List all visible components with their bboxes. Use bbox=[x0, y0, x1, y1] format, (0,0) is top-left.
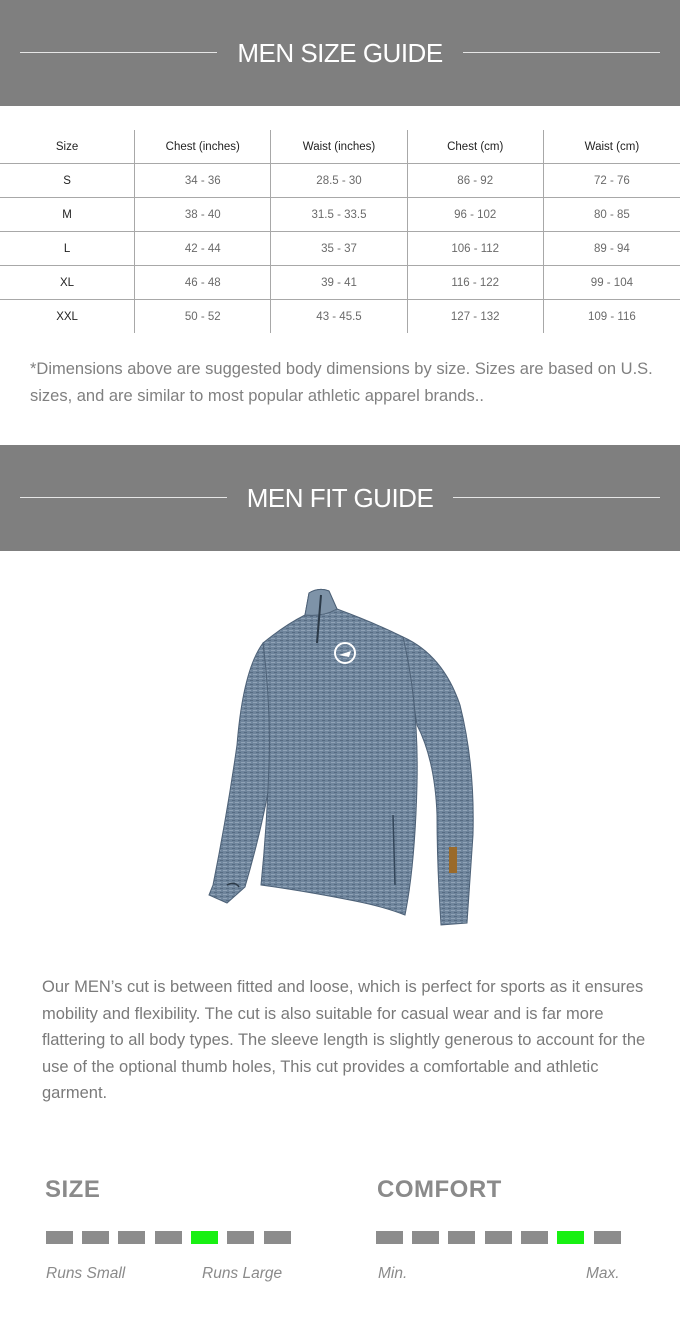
table-cell: S bbox=[0, 164, 135, 198]
table-cell: 28.5 - 30 bbox=[271, 164, 407, 198]
meter-segment bbox=[412, 1231, 439, 1244]
table-cell: 31.5 - 33.5 bbox=[271, 198, 407, 232]
comfort-min-label: Min. bbox=[378, 1265, 408, 1282]
meter-segment bbox=[227, 1231, 254, 1244]
size-max-label: Runs Large bbox=[202, 1265, 283, 1282]
meter-segment bbox=[594, 1231, 621, 1244]
table-cell: L bbox=[0, 232, 135, 266]
meter-segment bbox=[155, 1231, 182, 1244]
column-header: Chest (cm) bbox=[407, 130, 543, 164]
comfort-max-label: Max. bbox=[586, 1265, 620, 1282]
table-cell: 80 - 85 bbox=[543, 198, 680, 232]
table-cell: 35 - 37 bbox=[271, 232, 407, 266]
fit-guide-title: MEN FIT GUIDE bbox=[246, 483, 434, 513]
meter-segment bbox=[118, 1231, 145, 1244]
table-cell: 50 - 52 bbox=[135, 300, 271, 334]
size-table bbox=[0, 130, 680, 333]
table-cell: 72 - 76 bbox=[543, 164, 680, 198]
size-meter-title: SIZE bbox=[45, 1176, 101, 1203]
fit-description: Our MEN’s cut is between fitted and loose, which is perfect for sports as it ensures mobility and flexibility. The cut is also suitable for casual wear and is far more flattering to all body types. The sleeve length is slightly generous to account for the use of the optional thumb holes, This cut provides a comfortable and athletic garment. bbox=[42, 978, 646, 1102]
table-cell: 43 - 45.5 bbox=[271, 300, 407, 334]
size-meter bbox=[46, 1231, 292, 1244]
size-guide-banner bbox=[0, 0, 680, 106]
column-header: Chest (inches) bbox=[135, 130, 271, 164]
table-cell: 116 - 122 bbox=[407, 266, 543, 300]
table-row bbox=[0, 198, 680, 232]
size-min-label: Runs Small bbox=[46, 1265, 126, 1282]
column-header: Waist (inches) bbox=[271, 130, 407, 164]
meter-segment bbox=[46, 1231, 73, 1244]
banner-rule-right bbox=[453, 497, 660, 498]
fit-guide-banner bbox=[0, 445, 680, 551]
table-cell: 34 - 36 bbox=[135, 164, 271, 198]
table-row bbox=[0, 232, 680, 266]
size-table-header bbox=[0, 130, 680, 164]
banner-rule-right bbox=[463, 52, 660, 53]
table-cell: XXL bbox=[56, 310, 78, 323]
comfort-meter bbox=[376, 1231, 622, 1244]
quarter-zip-shirt-image bbox=[205, 585, 480, 930]
table-cell: 86 - 92 bbox=[407, 164, 543, 198]
table-cell: M bbox=[0, 198, 135, 232]
meter-segment bbox=[82, 1231, 109, 1244]
table-cell: XL bbox=[0, 266, 135, 300]
meter-segment bbox=[376, 1231, 403, 1244]
table-row bbox=[0, 300, 680, 334]
size-note: *Dimensions above are suggested body dimensions by size. Sizes are based on U.S. sizes, and are similar to most popular athletic apparel brands.. bbox=[30, 360, 653, 405]
table-cell: 89 - 94 bbox=[543, 232, 680, 266]
table-cell: 39 - 41 bbox=[271, 266, 407, 300]
meter-segment-active bbox=[557, 1231, 584, 1244]
size-guide-title: MEN SIZE GUIDE bbox=[237, 38, 443, 68]
table-cell: 109 - 116 bbox=[543, 300, 680, 334]
table-cell: 127 - 132 bbox=[407, 300, 543, 334]
meter-segment-active bbox=[191, 1231, 218, 1244]
table-cell: 46 - 48 bbox=[135, 266, 271, 300]
table-row bbox=[0, 266, 680, 300]
meter-segment bbox=[521, 1231, 548, 1244]
column-header: Waist (cm) bbox=[543, 130, 680, 164]
table-row bbox=[0, 164, 680, 198]
meter-segment bbox=[448, 1231, 475, 1244]
table-cell: 96 - 102 bbox=[407, 198, 543, 232]
table-cell: 99 - 104 bbox=[543, 266, 680, 300]
table-cell: 106 - 112 bbox=[407, 232, 543, 266]
meter-segment bbox=[264, 1231, 291, 1244]
table-cell: 38 - 40 bbox=[135, 198, 271, 232]
meter-segment bbox=[485, 1231, 512, 1244]
table-cell: 42 - 44 bbox=[135, 232, 271, 266]
comfort-meter-title: COMFORT bbox=[377, 1176, 502, 1203]
column-header: Size bbox=[0, 130, 135, 164]
